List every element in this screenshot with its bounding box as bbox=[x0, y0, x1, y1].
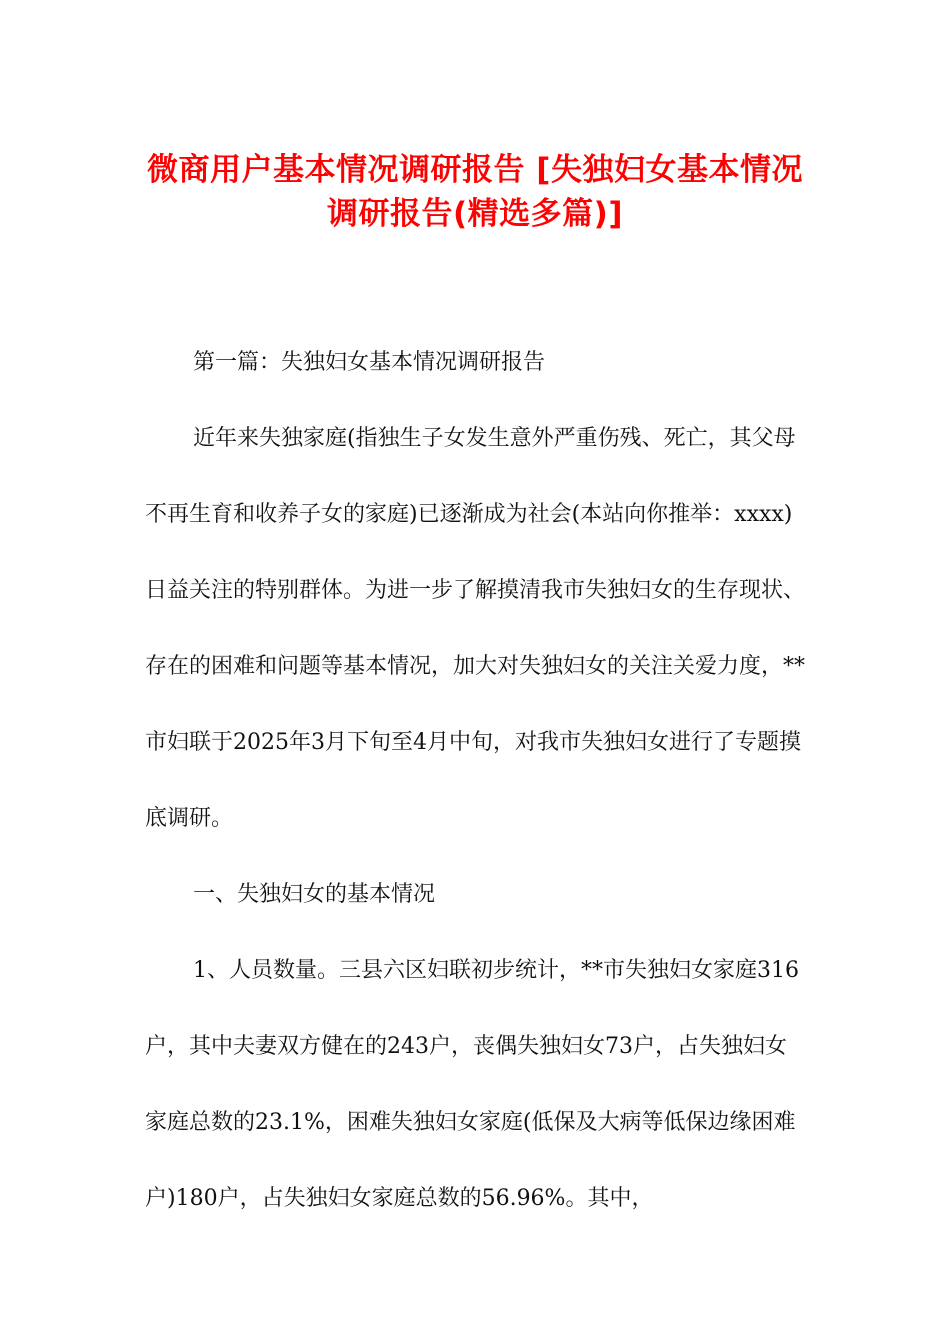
intro-paragraph: 近年来失独家庭(指独生子女发生意外严重伤残、死亡，其父母不再生育和收养子女的家庭)已逐渐成为社会(本站向你推举：xxxx)日益关注的特别群体。为进一步了解摸清我市失独妇女的生存现状、存在的困难和问题等基本情况，加大对失独妇女的关注关爱力度，**市妇联于2025年3月下旬至4月中旬，对我市失独妇女进行了专题摸底调研。 bbox=[145, 426, 806, 831]
section-heading-part-one: 第一篇：失独妇女基本情况调研报告 bbox=[193, 350, 546, 375]
paragraph-population: 1、人员数量。三县六区妇联初步统计，**市失独妇女家庭316户，其中夫妻双方健在的243户，丧偶失独妇女73户，占失独妇女家庭总数的23.1%，困难失独妇女家庭(低保及大病等低保边缘困难户)180户，占失独妇女家庭总数的56.96%。其中， bbox=[145, 958, 799, 1211]
document-body bbox=[145, 325, 805, 1237]
document-title: 微商用户基本情况调研报告 [失独妇女基本情况调研报告(精选多篇)] bbox=[147, 152, 803, 232]
section-heading-basic-situation: 一、失独妇女的基本情况 bbox=[193, 882, 436, 907]
